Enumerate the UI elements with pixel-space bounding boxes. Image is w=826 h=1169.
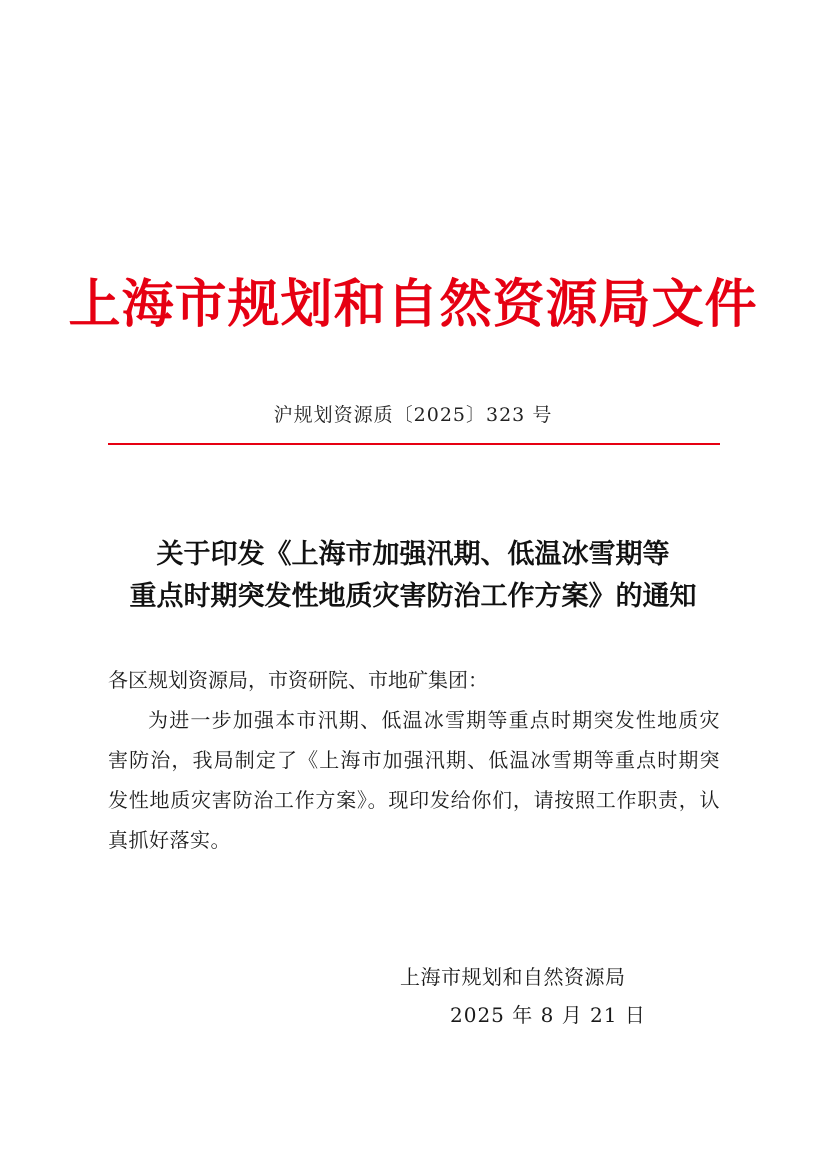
title-line-1: 关于印发《上海市加强汛期、低温冰雪期等	[156, 539, 670, 570]
document-body	[108, 660, 720, 860]
red-divider-line	[108, 443, 720, 445]
signature-block	[400, 958, 660, 1034]
issue-date: 2025 年 8 月 21 日	[450, 1003, 646, 1027]
issuing-organization: 上海市规划和自然资源局	[400, 965, 626, 989]
addressee: 各区规划资源局，市资研院、市地矿集团：	[108, 668, 488, 692]
body-paragraph: 为进一步加强本市汛期、低温冰雪期等重点时期突发性地质灾害防治，我局制定了《上海市加强汛期、低温冰雪期等重点时期突发性地质灾害防治工作方案》。现印发给你们，请按照工作职责，认真抓好落实。	[108, 708, 720, 852]
document-number: 沪规划资源质〔2025〕323 号	[273, 404, 553, 426]
document-masthead: 上海市规划和自然资源局文件	[68, 274, 758, 335]
document-title	[60, 534, 766, 618]
title-line-2: 重点时期突发性地质灾害防治工作方案》的通知	[129, 581, 697, 612]
